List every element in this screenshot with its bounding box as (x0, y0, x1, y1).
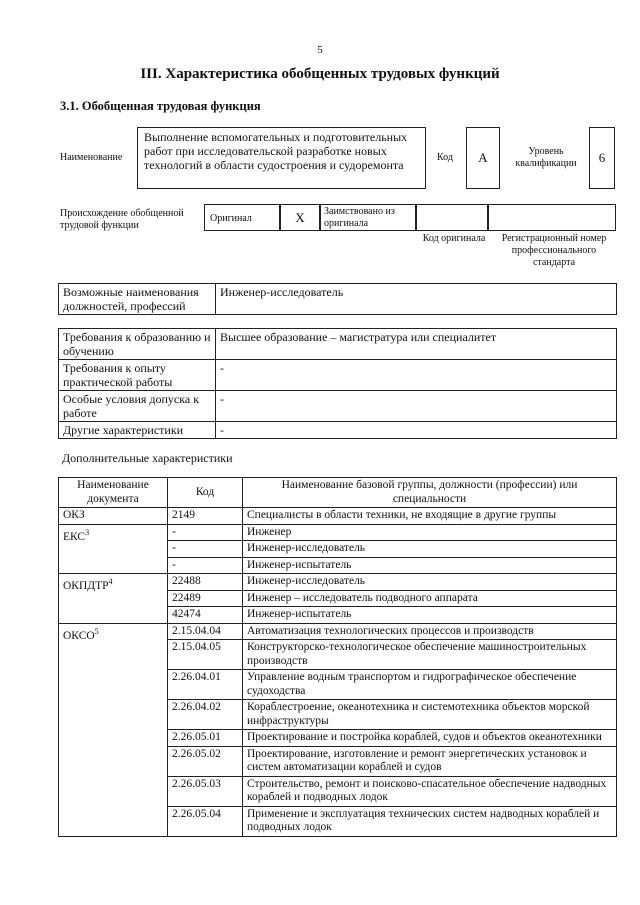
original-label: Оригинал (210, 213, 252, 224)
doc-name: ОКПДТР (63, 579, 109, 592)
name-cell: Строительство, ремонт и поисково-спасательное обеспечение надводных кораблей и подводных лодок (243, 776, 617, 806)
name-cell: Инженер (243, 524, 617, 541)
requirements-table (58, 328, 617, 439)
name-cell: Проектирование, изготовление и ремонт энергетических установок и систем автоматизации кораблей и судов (243, 746, 617, 776)
origin-code-caption: Код оригинала (422, 233, 486, 244)
requirement-value: Высшее образование – магистратура или специалитет (216, 329, 617, 360)
requirement-label: Требования к образованию и обучению (59, 329, 216, 360)
name-cell: Проектирование и постройка кораблей, судов и объектов океанотехники (243, 730, 617, 747)
doc-name: ОКСО (63, 629, 95, 642)
header-doc: Наименование документа (59, 478, 168, 508)
code-cell: - (168, 524, 243, 541)
table-row (59, 508, 617, 525)
table-row (59, 524, 617, 541)
table-row (59, 329, 617, 360)
level-label: Уровень квалификации (515, 146, 577, 169)
table-row (59, 623, 617, 640)
table-row (59, 284, 617, 315)
code-cell: 22488 (168, 574, 243, 591)
code-cell: - (168, 557, 243, 574)
positions-table (58, 283, 617, 315)
positions-label: Возможные наименования должностей, профессий (59, 284, 216, 315)
name-cell: Автоматизация технологических процессов и производств (243, 623, 617, 640)
doc-cell (59, 508, 168, 525)
additional-title: Дополнительные характеристики (62, 451, 233, 465)
positions-value: Инженер-исследователь (216, 284, 617, 315)
doc-cell (59, 524, 168, 574)
header-name: Наименование базовой группы, должности (профессии) или специальности (243, 478, 617, 508)
name-cell: Инженер-испытатель (243, 607, 617, 624)
requirement-label: Другие характеристики (59, 422, 216, 439)
function-name-box: Выполнение вспомогательных и подготовительных работ при исследовательской разработке новых технологий в области судостроения и судоремонта (137, 127, 426, 189)
name-label: Наименование (60, 152, 123, 163)
code-cell: 2.26.04.01 (168, 670, 243, 700)
original-cell (204, 204, 280, 231)
name-cell: Кораблестроение, океанотехника и системотехника объектов морской инфраструктуры (243, 700, 617, 730)
requirement-value: - (216, 360, 617, 391)
table-row (59, 391, 617, 422)
subsection-title: 3.1. Обобщенная трудовая функция (60, 99, 261, 113)
name-cell: Управление водным транспортом и гидрографическое обеспечение судоходства (243, 670, 617, 700)
origin-row (204, 204, 616, 231)
header-code: Код (168, 478, 243, 508)
code-cell: 22489 (168, 590, 243, 607)
name-cell: Инженер-исследователь (243, 541, 617, 558)
doc-cell (59, 623, 168, 836)
code-cell: 42474 (168, 607, 243, 624)
additional-table (58, 477, 617, 837)
requirement-value: - (216, 422, 617, 439)
table-row (59, 360, 617, 391)
function-code-box: A (466, 127, 500, 189)
footnote-ref: 4 (108, 577, 113, 586)
name-cell: Применение и эксплуатация технических систем надводных кораблей и подводных лодок (243, 806, 617, 836)
code-cell: 2.26.04.02 (168, 700, 243, 730)
page-number: 5 (317, 44, 323, 56)
code-cell: 2.26.05.04 (168, 806, 243, 836)
footnote-ref: 3 (85, 527, 90, 537)
code-cell: 2.26.05.03 (168, 776, 243, 806)
code-cell: 2149 (168, 508, 243, 525)
table-row (59, 422, 617, 439)
table-header-row (59, 478, 617, 508)
doc-cell (59, 574, 168, 624)
name-cell: Инженер – исследователь подводного аппарата (243, 590, 617, 607)
code-cell: 2.26.05.02 (168, 746, 243, 776)
code-label: Код (437, 152, 453, 163)
footnote-ref: 5 (94, 626, 99, 636)
doc-name: ЕКС (63, 530, 86, 543)
requirement-value: - (216, 391, 617, 422)
table-row (59, 574, 617, 591)
original-mark: X (280, 204, 320, 231)
reg-number-cell (488, 204, 616, 231)
reg-number-caption: Регистрационный номер профессионального стандарта (501, 233, 607, 268)
requirement-label: Особые условия допуска к работе (59, 391, 216, 422)
code-cell: 2.15.04.05 (168, 640, 243, 670)
code-cell: 2.15.04.04 (168, 623, 243, 640)
name-cell: Инженер-исследователь (243, 574, 617, 591)
name-cell: Конструкторско-технологическое обеспечение машиностроительных производств (243, 640, 617, 670)
origin-code-cell (416, 204, 488, 231)
section-title: III. Характеристика обобщенных трудовых функций (140, 66, 500, 82)
code-cell: - (168, 541, 243, 558)
code-cell: 2.26.05.01 (168, 730, 243, 747)
name-cell: Инженер-испытатель (243, 557, 617, 574)
borrowed-label: Заимствовано из оригинала (320, 204, 416, 231)
origin-label: Происхождение обобщенной трудовой функции (60, 208, 184, 231)
requirement-label: Требования к опыту практической работы (59, 360, 216, 391)
name-cell: Специалисты в области техники, не входящие в другие группы (243, 508, 617, 525)
doc-name: ОКЗ (63, 509, 85, 521)
qualification-level-box: 6 (589, 127, 615, 189)
